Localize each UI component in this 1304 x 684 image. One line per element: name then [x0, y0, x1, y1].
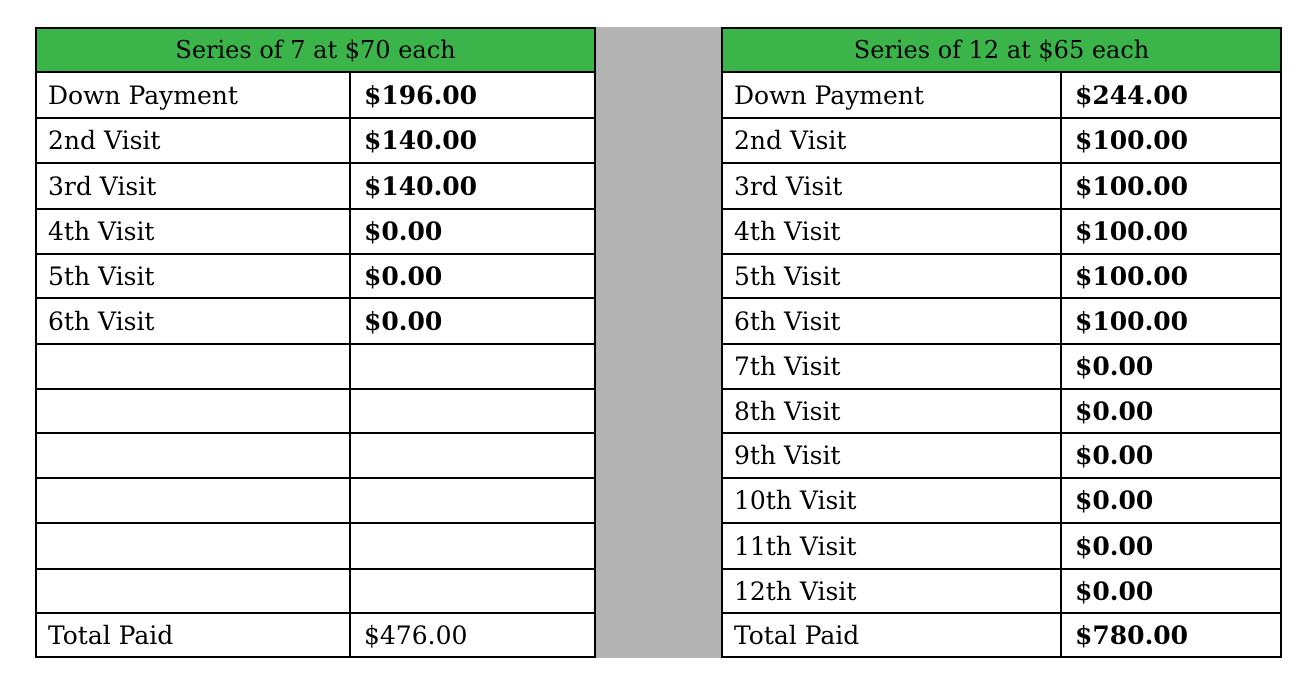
payment-amount: $0.00 — [1060, 524, 1280, 568]
payment-amount: $196.00 — [349, 73, 594, 117]
table-row — [723, 255, 1280, 299]
table-header: Series of 12 at $65 each — [723, 29, 1280, 73]
payment-amount: $0.00 — [349, 210, 594, 253]
visit-label: 5th Visit — [734, 261, 841, 291]
table-row — [723, 299, 1280, 345]
visit-label: 4th Visit — [48, 217, 155, 246]
table-row — [723, 164, 1280, 210]
visit-label: 9th Visit — [734, 441, 841, 470]
visit-label: 4th Visit — [734, 217, 841, 246]
visit-label: 12th Visit — [734, 576, 857, 606]
payment-amount: $100.00 — [1060, 210, 1280, 253]
table-row — [723, 73, 1280, 119]
table-row — [37, 570, 594, 614]
payment-amount — [349, 479, 594, 522]
payment-amount: $100.00 — [1060, 119, 1280, 162]
payment-amount: $100.00 — [1060, 164, 1280, 208]
payment-amount — [349, 570, 594, 612]
visit-label: 7th Visit — [734, 352, 841, 381]
visit-label: 2nd Visit — [48, 126, 161, 155]
total-label: Total Paid — [734, 620, 860, 650]
total-amount: $780.00 — [1060, 614, 1280, 656]
payment-amount — [349, 524, 594, 568]
visit-label: 8th Visit — [734, 396, 841, 426]
visit-label: 3rd Visit — [48, 171, 157, 201]
payment-amount — [349, 345, 594, 388]
payment-amount: $0.00 — [1060, 390, 1280, 432]
payment-amount: $0.00 — [1060, 434, 1280, 477]
visit-label — [37, 479, 48, 522]
visit-label: Down Payment — [48, 80, 238, 110]
visit-label: 6th Visit — [48, 306, 155, 336]
payment-amount: $0.00 — [349, 299, 594, 343]
visit-label — [37, 524, 48, 568]
visit-label — [37, 434, 48, 477]
visit-label: 3rd Visit — [734, 171, 843, 201]
table-row — [723, 479, 1280, 524]
visit-label: 11th Visit — [734, 531, 857, 561]
table-row — [37, 164, 594, 210]
table-row — [37, 524, 594, 570]
table-row — [723, 524, 1280, 570]
table-row — [37, 299, 594, 345]
table-row — [723, 210, 1280, 255]
visit-label: 2nd Visit — [734, 126, 847, 155]
table-row — [723, 434, 1280, 479]
table-row — [37, 479, 594, 524]
series-12-table — [721, 27, 1282, 658]
payment-amount: $0.00 — [1060, 479, 1280, 522]
visit-label: Down Payment — [734, 80, 924, 110]
total-row — [723, 614, 1280, 656]
visit-label — [37, 570, 48, 612]
payment-amount — [349, 390, 594, 432]
total-amount: $476.00 — [349, 614, 594, 656]
table-row — [723, 390, 1280, 434]
table-row — [37, 390, 594, 434]
visit-label: 6th Visit — [734, 306, 841, 336]
total-label: Total Paid — [48, 620, 174, 650]
table-row — [723, 119, 1280, 164]
payment-amount: $100.00 — [1060, 299, 1280, 343]
payment-amount: $140.00 — [349, 164, 594, 208]
table-row — [723, 345, 1280, 390]
payment-amount: $140.00 — [349, 119, 594, 162]
table-row — [37, 73, 594, 119]
visit-label — [37, 345, 48, 388]
visit-label: 5th Visit — [48, 261, 155, 291]
visit-label — [37, 390, 48, 432]
payment-amount: $0.00 — [349, 255, 594, 297]
series-7-table — [35, 27, 596, 658]
table-header: Series of 7 at $70 each — [37, 29, 594, 73]
table-row — [37, 345, 594, 390]
table-row — [37, 119, 594, 164]
table-row — [723, 570, 1280, 614]
payment-amount: $100.00 — [1060, 255, 1280, 297]
payment-amount — [349, 434, 594, 477]
visit-label: 10th Visit — [734, 486, 857, 515]
table-row — [37, 255, 594, 299]
payment-amount: $0.00 — [1060, 345, 1280, 388]
payment-amount: $244.00 — [1060, 73, 1280, 117]
table-row — [37, 434, 594, 479]
table-row — [37, 210, 594, 255]
total-row — [37, 614, 594, 656]
payment-amount: $0.00 — [1060, 570, 1280, 612]
divider-column — [596, 27, 721, 658]
